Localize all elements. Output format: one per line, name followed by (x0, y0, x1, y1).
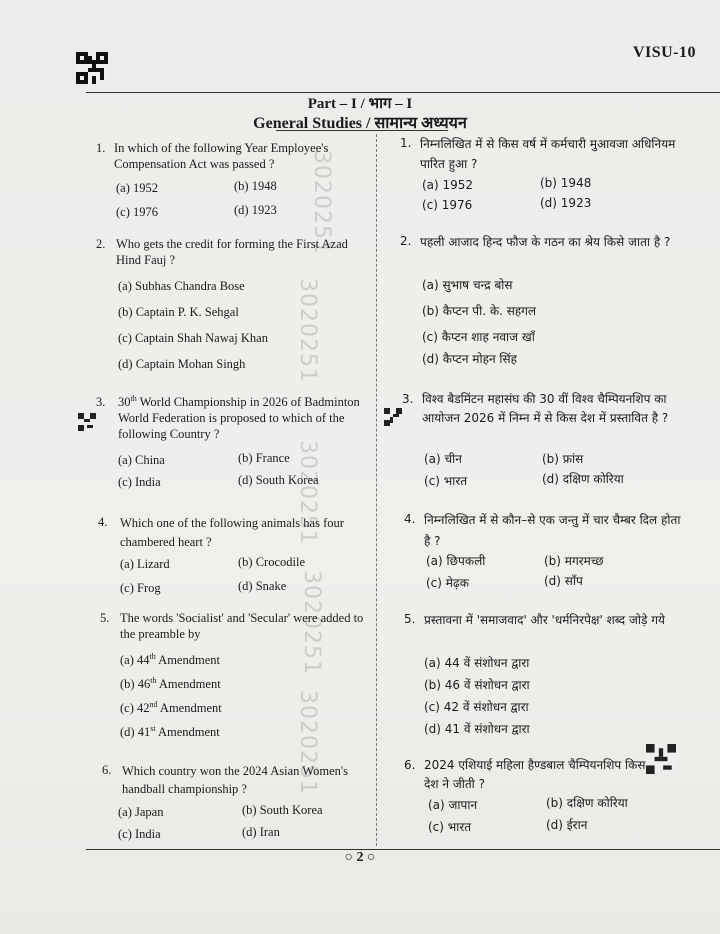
option-a: (a) China (118, 453, 165, 467)
section-underline (276, 130, 448, 131)
option-c: (c) 1976 (422, 198, 473, 212)
question-text: विश्व बैडमिंटन महासंघ की 30 वीं विश्व चैम्पियनशिप का आयोजन 2026 में निम्न में से किस देश में प्रस्तावित है ? (422, 392, 669, 425)
qr-code-icon (76, 52, 108, 84)
option-a: (a) सुभाष चन्द्र बोस (422, 278, 513, 292)
option-b: (b) South Korea (242, 803, 323, 817)
question-text: In which of the following Year Employee's Compensation Act was passed ? (114, 141, 329, 171)
question-number: 4. (98, 515, 108, 529)
question-text: Who gets the credit for forming the First Azad Hind Fauj ? (116, 237, 348, 267)
option-b: (b) कैप्टन पी. के. सहगल (422, 304, 537, 318)
option-d: (d) 41st Amendment (120, 723, 220, 739)
option-c: (c) भारत (424, 474, 468, 488)
option-b: (b) 46th Amendment (120, 675, 221, 691)
question-number: 5. (404, 612, 416, 626)
question-text: पहली आजाद हिन्द फौज के गठन का श्रेय किसे जाता है ? (420, 235, 671, 249)
watermark: 3020251 (309, 150, 334, 255)
option-b: (b) 1948 (234, 179, 277, 193)
qr-code-icon (646, 744, 676, 774)
question-text: निम्नलिखित में से किस वर्ष में कर्मचारी मुआवजा अधिनियम पारित हुआ ? (420, 137, 676, 171)
question-number: 6. (102, 763, 112, 777)
option-a: (a) छिपकली (426, 554, 486, 568)
option-c: (c) मेढ़क (426, 576, 469, 590)
option-b: (b) Crocodile (238, 555, 305, 569)
option-d: (d) ईरान (546, 818, 588, 832)
option-a: (a) Subhas Chandra Bose (118, 279, 245, 293)
question-number: 5. (100, 611, 110, 625)
question-number: 4. (404, 512, 416, 526)
column-divider (376, 134, 377, 846)
option-d: (d) कैप्टन मोहन सिंह (422, 352, 518, 366)
option-c: (c) India (118, 827, 161, 841)
option-c: (c) Frog (120, 581, 161, 595)
question-number: 1. (400, 136, 412, 150)
option-b: (b) मगरमच्छ (544, 554, 604, 568)
paper-code: VISU-10 (632, 44, 696, 61)
option-d: (d) South Korea (238, 473, 319, 487)
option-a: (a) 44 वें संशोधन द्वारा (424, 656, 530, 670)
qr-code-icon (78, 413, 96, 431)
question-text: 30th World Championship in 2026 of Badminton World Federation is proposed to which of the following Country ? (118, 393, 360, 441)
option-a: (a) 1952 (116, 181, 158, 195)
option-c: (c) भारत (428, 820, 472, 834)
option-a: (a) 1952 (422, 178, 474, 192)
part-heading: Part – I / भाग – I (307, 96, 413, 112)
option-d: (d) Snake (238, 579, 287, 593)
option-a: (a) चीन (424, 452, 462, 466)
watermark: 3020251 (295, 690, 320, 795)
option-a: (a) Lizard (120, 557, 170, 571)
question-text: निम्नलिखित में से कौन–से एक जन्तु में चार चैम्बर दिल होता है ? (424, 513, 681, 548)
option-d: (d) 41 वें संशोधन द्वारा (424, 722, 530, 736)
option-b: (b) फ्रांस (542, 452, 584, 466)
option-c: (c) 42nd Amendment (120, 699, 222, 715)
question-number: 2. (400, 234, 412, 248)
option-c: (c) Captain Shah Nawaj Khan (118, 331, 268, 345)
option-b: (b) France (238, 451, 290, 465)
question-number: 6. (404, 758, 416, 772)
question-number: 1. (96, 141, 106, 155)
option-d: (d) दक्षिण कोरिया (542, 472, 624, 486)
option-a: (a) 44th Amendment (120, 651, 220, 667)
question-number: 2. (96, 237, 106, 251)
option-d: (d) 1923 (540, 196, 592, 210)
option-c: (c) India (118, 475, 161, 489)
option-d: (d) साँप (544, 574, 583, 588)
option-c: (c) 1976 (116, 205, 158, 219)
question-text: Which one of the following animals has four chambered heart ? (120, 516, 344, 549)
question-text: Which country won the 2024 Asian Women's handball championship ? (122, 764, 348, 796)
question-text: The words 'Socialist' and 'Secular' were added to the preamble by (120, 611, 364, 641)
watermark: 3020251 (299, 570, 324, 675)
option-b: (b) दक्षिण कोरिया (546, 796, 628, 810)
qr-code-icon (384, 408, 402, 426)
option-b: (b) Captain P. K. Sehgal (118, 305, 239, 319)
watermark: 3020251 (295, 278, 320, 383)
option-b: (b) 1948 (540, 176, 592, 190)
option-b: (b) 46 वें संशोधन द्वारा (424, 678, 530, 692)
question-text: 2024 एशियाई महिला हैण्डबाल चैम्पियनशिप किस देश ने जीती ? (424, 758, 646, 791)
option-d: (d) 1923 (234, 203, 277, 217)
section-heading: General Studies / सामान्य अध्ययन (253, 115, 467, 132)
watermark: 3020251 (295, 440, 320, 545)
option-d: (d) Captain Mohan Singh (118, 357, 246, 371)
question-text: प्रस्तावना में 'समाजवाद' और 'धर्मनिरपेक्ष' शब्द जोड़े गये (424, 613, 665, 627)
option-c: (c) कैप्टन शाह नवाज खाँ (422, 330, 535, 344)
option-a: (a) Japan (118, 805, 164, 819)
question-number: 3. (96, 395, 106, 409)
option-a: (a) जापान (428, 798, 478, 812)
question-number: 3. (402, 392, 414, 406)
option-c: (c) 42 वें संशोधन द्वारा (424, 700, 529, 714)
page-number: ○ 2 ○ (344, 850, 376, 865)
option-d: (d) Iran (242, 825, 280, 839)
